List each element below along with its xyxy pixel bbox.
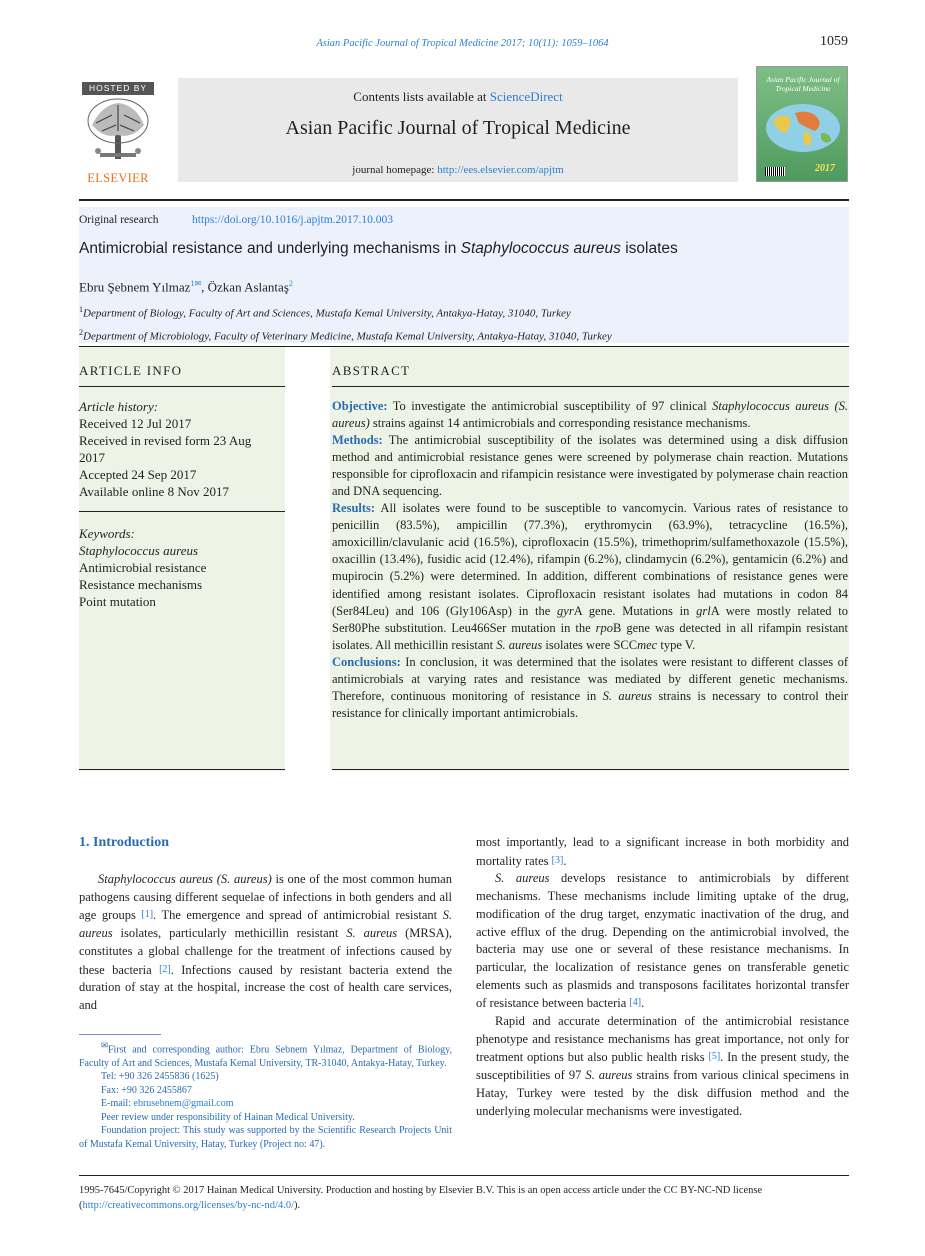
copyright-text: 1995-7645/Copyright © 2017 Hainan Medical University. Production and hosting by Elsevier B.V. This is an open access article under the CC BY-NC-ND license ( (79, 1185, 763, 1211)
publisher-logo[interactable] (82, 82, 154, 185)
abstract-bottom-rule (332, 769, 849, 770)
methods-text: The antimicrobial susceptibility of the isolates was determined using a disk diffusion method and antimicrobial resistance genes were screened by polymerase chain reaction. Mutations responsible for ciprofloxacin and rifampicin resistance were investigated by polymerase chain reaction and DNA sequencing. (332, 433, 848, 499)
conclusions-label: Conclusions: (332, 654, 401, 669)
results-text: All isolates were found to be susceptible to vancomycin. Various rates of resistance to penicillin (83.5%), ampicillin (77.3%), erythromycin (63.9%), tetracycline (16.5%), amoxicillin/clavulanic acid (16.5%), ciprofloxacin (15.5%), trimethoprim/sulfamethoxazole (15.5%), oxacillin (13.4%), fusidic acid (12.4%), rifampin (6.2%), clindamycin (6.2%), gentamicin (6.2%) and mupirocin (5.2%) were determined. In addition, different combinations of resistance genes were identified among resistant isolates. Ciprofloxacin resistant isolates had mutations in codon 84 (Ser84Leu) and 106 (Gly106Asp) in the (332, 501, 848, 618)
species-name: S. aureus (346, 926, 398, 941)
conclusions-text: In conclusion, it was determined that the isolates were resistant to different classes of antimicrobials at varying rates and resistance was mediated by different genetic mechanisms. Therefore, continuous monitoring of resistance in (332, 654, 848, 703)
info-heading-rule (79, 386, 285, 387)
gene-gyr: gyr (557, 603, 574, 618)
article-history (79, 398, 251, 500)
gene-grl: grl (696, 603, 711, 618)
page-number: 1059 (820, 34, 848, 49)
fax: Fax: +90 326 2455867 (101, 1084, 192, 1096)
footer-rule (79, 1175, 849, 1176)
contents-prefix: Contents lists available at (353, 89, 490, 104)
paragraph-text: is one of the most common human pathogens causing different sequelae of infections in both genders and all age groups (79, 872, 452, 923)
revised-date-line-1: Received in revised form 23 Aug (79, 433, 252, 448)
license-link[interactable]: http://creativecommons.org/licenses/by-nc-nd/4.0/ (82, 1199, 295, 1211)
body-column-right (476, 834, 849, 1120)
citation-link[interactable]: [2] (159, 963, 171, 975)
title-prefix: Antimicrobial resistance and underlying mechanisms in (79, 240, 461, 257)
sciencedirect-link[interactable]: ScienceDirect (489, 89, 563, 104)
gene-rpo: rpo (595, 620, 614, 635)
species-name: Staphylococcus aureus (S. aureus) (98, 872, 272, 886)
keyword: Staphylococcus aureus (79, 543, 199, 558)
corresponding-text: First and corresponding author: Ebru Sebnem Yılmaz, Department of Biology, Faculty of Art and Sciences, Mustafa Kemal University, TR-31040, Antakya-Hatay, Turkey. (79, 1044, 452, 1069)
paragraph-text: . In the present study, the susceptibilities of 97 (476, 1050, 849, 1083)
contents-line (178, 89, 738, 105)
citation-link[interactable]: [4] (629, 997, 642, 1009)
paragraph-text: . (563, 853, 567, 868)
elsevier-wordmark: ELSEVIER (87, 171, 149, 185)
email-label: E-mail: (101, 1098, 134, 1110)
history-label: Article history: (79, 399, 159, 414)
paragraph-text: most importantly, lead to a significant increase in both morbidity and mortality rates (476, 835, 849, 868)
title-species: Staphylococcus aureus (460, 240, 621, 257)
paragraph-text: . (641, 996, 645, 1011)
species-name: S. aureus (585, 1068, 633, 1083)
article-info-heading: ARTICLE INFO (79, 363, 183, 378)
section-heading-introduction: 1. Introduction (79, 835, 169, 850)
cover-title: Asian Pacific Journal of Tropical Medicine (766, 75, 840, 93)
info-bottom-rule (79, 769, 285, 770)
homepage-line (178, 164, 738, 176)
methods-label: Methods: (332, 433, 383, 448)
species-name: S. aureus (602, 688, 652, 703)
intro-paragraph-2 (476, 870, 849, 1013)
doi-link[interactable]: https://doi.org/10.1016/j.apjtm.2017.10.003 (192, 214, 394, 226)
paragraph-text: strains from various clinical specimens in Hatay, Turkey were tested by the disk diffusion method and the underlying molecular mechanisms were investigated. (476, 1068, 849, 1118)
affiliation-2-mark: 2 (79, 328, 83, 337)
author-list (79, 279, 293, 295)
running-header: Asian Pacific Journal of Tropical Medicine 2017; 10(11): 1059–1064 (316, 38, 609, 49)
species-name: S. aureus (495, 871, 550, 886)
objective-species: Staphylococcus aureus (S. aureus) (332, 399, 848, 431)
journal-masthead (178, 78, 738, 182)
title-block-background (79, 207, 849, 343)
abstract-heading-rule (332, 386, 849, 387)
objective-text: To investigate the antimicrobial susceptibility of 97 clinical (387, 399, 713, 413)
affiliation-1 (79, 305, 571, 320)
corresponding-mark: ✉ (101, 1041, 108, 1050)
objective-label: Objective: (332, 399, 388, 413)
results-text: A were mostly related to Ser80Phe substitution. Leu466Ser mutation in the (332, 603, 848, 635)
copyright-end: ). (294, 1199, 301, 1211)
keywords-label: Keywords: (79, 526, 135, 541)
author-separator: , (201, 279, 208, 295)
objective-text-end: strains against 14 antimicrobials and corresponding resistance mechanisms. (369, 416, 751, 431)
journal-cover[interactable] (756, 66, 848, 182)
abstract-conclusions (332, 654, 848, 722)
barcode-icon (765, 167, 785, 176)
body-column-left (79, 871, 452, 1015)
citation-link[interactable]: [3] (551, 854, 564, 866)
keyword: Resistance mechanisms (79, 577, 203, 592)
abstract-results (332, 500, 848, 653)
homepage-link[interactable]: http://ees.elsevier.com/apjtm (437, 164, 564, 176)
intro-paragraph-1-continued (476, 834, 849, 870)
author-2: Özkan Aslantaş (207, 279, 289, 295)
revised-date-line-2: 2017 (79, 450, 105, 465)
article-type: Original research (79, 214, 159, 226)
paragraph-text: . Infections caused by resistant bacteria extend the duration of stay at the hospital, increase the cost of health care services, and (79, 962, 453, 1012)
abstract-objective (332, 398, 848, 432)
affiliation-1-text: Department of Biology, Faculty of Art and Sciences, Mustafa Kemal University, Antakya-Hatay, 31040, Turkey (83, 307, 571, 320)
telephone: Tel: +90 326 2455836 (1625) (101, 1071, 219, 1083)
affiliation-2 (79, 328, 612, 343)
footnote-rule (79, 1034, 161, 1035)
paragraph-text: . The emergence and spread of antimicrobial resistant (153, 908, 443, 923)
keywords-block (79, 525, 206, 610)
results-text-end: type V. (657, 637, 696, 652)
journal-title: Asian Pacific Journal of Tropical Medicine (285, 117, 631, 139)
foundation-note: Foundation project: This study was supported by the Scientific Research Projects Unit of Mustafa Kemal University, Hatay, Turkey (Project no: 47). (79, 1125, 452, 1150)
elsevier-tree-icon (82, 95, 154, 165)
info-top-rule (79, 346, 849, 347)
affiliation-1-mark: 1 (79, 305, 83, 314)
email-line (79, 1097, 452, 1111)
copyright-notice (79, 1184, 849, 1213)
email-link[interactable]: ebrusebnem@gmail.com (133, 1098, 234, 1110)
species-name: S. aureus (79, 908, 453, 941)
history-rule (79, 511, 285, 512)
accepted-date: Accepted 24 Sep 2017 (79, 467, 197, 482)
corresponding-author-note (79, 1039, 452, 1070)
gene-mec: mec (637, 637, 658, 652)
citation-link[interactable]: [5] (708, 1051, 721, 1063)
peer-review-note: Peer review under responsibility of Hainan Medical University. (101, 1111, 355, 1123)
paragraph-text: develops resistance to antimicrobials by different mechanisms. These mechanisms include limiting uptake of the drug, modification of the drug target, enzymatic inactivation of the drug, and active efflux of the drug. Depending on the antimicrobial involved, the bacteria may use one or several of these resistance mechanisms. In particular, the localization of resistance genes on transferable genetic elements such as plasmids and transposons facilitates horizontal transfer of resistance between bacteria (476, 871, 849, 1011)
abstract-heading: ABSTRACT (332, 363, 411, 378)
header-rule (79, 199, 849, 201)
paragraph-text: isolates, particularly methicillin resistant (112, 926, 347, 941)
world-map-icon (765, 103, 841, 153)
abstract-methods (332, 432, 848, 500)
author-2-affiliation-mark[interactable]: 2 (288, 279, 293, 288)
results-text: A gene. Mutations in (573, 603, 697, 618)
online-date: Available online 8 Nov 2017 (79, 484, 229, 499)
homepage-prefix: journal homepage: (352, 164, 438, 176)
article-title (79, 240, 678, 258)
title-suffix: isolates (620, 240, 678, 257)
intro-paragraph-3 (476, 1013, 849, 1120)
species-name: S. aureus (496, 637, 543, 652)
footnotes (79, 1039, 452, 1151)
author-1: Ebru Şebnem Yılmaz (79, 279, 191, 295)
abstract-body (332, 398, 848, 722)
intro-paragraph-1 (79, 871, 452, 1015)
results-text: isolates were SCC (542, 637, 638, 652)
citation-link[interactable]: [1] (141, 909, 154, 921)
keyword: Point mutation (79, 594, 156, 609)
paragraph-text: (MRSA), constitutes a global challenge for the treatment of infections caused by these bacteria (79, 926, 452, 977)
author-1-affiliation-mark[interactable]: 1✉ (190, 279, 202, 288)
keyword: Antimicrobial resistance (79, 560, 207, 575)
results-text: B gene was detected in all rifampin resistant isolates. All methicillin resistant (332, 620, 848, 652)
affiliation-2-text: Department of Microbiology, Faculty of Veterinary Medicine, Mustafa Kemal University, Antakya-Hatay, 31040, Turkey (83, 330, 612, 343)
conclusions-text-end: strains is necessary to control their resistance for clinically important antimicrobials. (332, 688, 848, 720)
received-date: Received 12 Jul 2017 (79, 416, 192, 431)
results-label: Results: (332, 501, 376, 516)
cover-year: 2017 (815, 163, 835, 174)
paragraph-text: Rapid and accurate determination of the antimicrobial resistance phenotype and resistance mechanisms has great importance, not only for treatment options but also public health risks (476, 1014, 849, 1065)
hosted-by-label: HOSTED BY (82, 82, 154, 95)
